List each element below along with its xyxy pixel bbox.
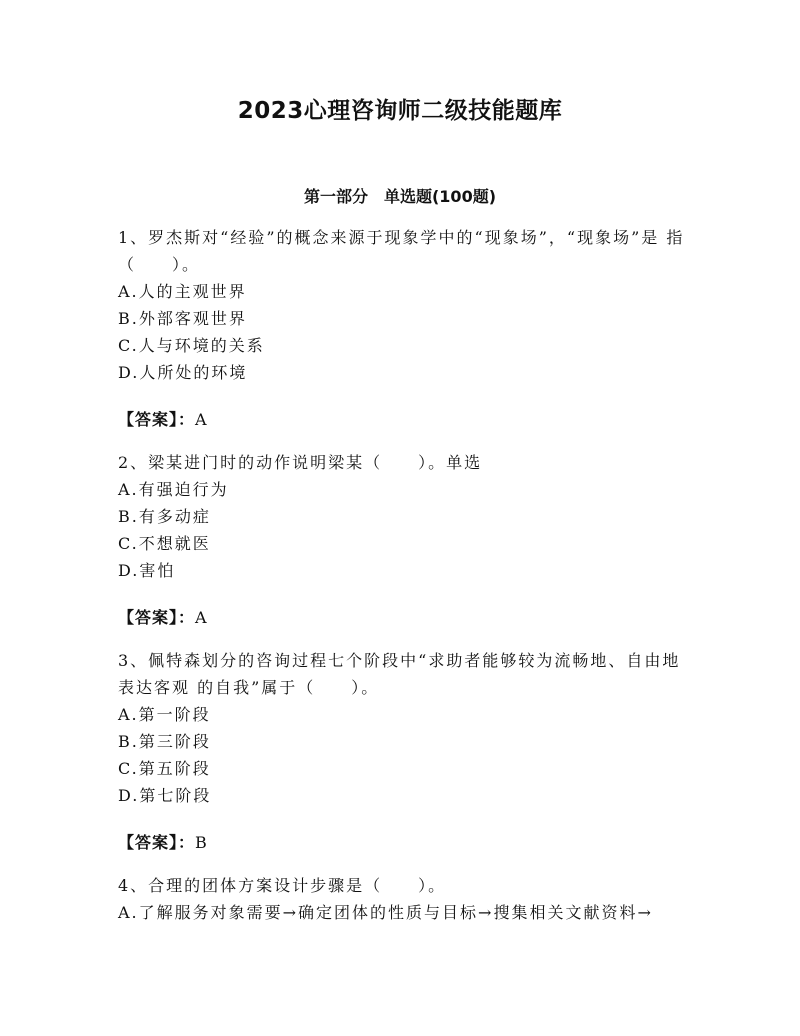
option-a: A.第一阶段 [118, 705, 211, 724]
answer-label: 【答案】： [118, 410, 196, 429]
question-list [118, 224, 688, 926]
answer-value: B [195, 833, 209, 852]
question-item [118, 224, 688, 433]
answer-label: 【答案】： [118, 833, 196, 852]
option-c: C.人与环境的关系 [118, 336, 265, 355]
option-b: B.有多动症 [118, 507, 211, 526]
option-c: C.第五阶段 [118, 759, 211, 778]
question-stem: 2、梁某进门时的动作说明梁某（ ）。单选 [118, 453, 483, 472]
option-b: B.第三阶段 [118, 732, 211, 751]
option-d: D.害怕 [118, 561, 176, 580]
option-a: A.有强迫行为 [118, 480, 229, 499]
option-c: C.不想就医 [118, 534, 211, 553]
answer-line [118, 829, 688, 856]
option-d: D.第七阶段 [118, 786, 212, 805]
page-title: 2023心理咨询师二级技能题库 [237, 98, 563, 124]
section-title: 第一部分 单选题(100题) [303, 187, 497, 206]
option-a: A.了解服务对象需要→确定团体的性质与目标→搜集相关文献资料→ [118, 903, 653, 922]
question-stem: 4、合理的团体方案设计步骤是（ ）。 [118, 876, 447, 895]
option-b: B.外部客观世界 [118, 309, 247, 328]
answer-label: 【答案】： [118, 608, 196, 627]
question-item [118, 872, 688, 926]
question-stem: 3、佩特森划分的咨询过程七个阶段中“求助者能够较为流畅地、自由地表达客观 的自我”属于（ ）。 [118, 651, 681, 697]
answer-value: A [195, 410, 209, 429]
answer-line [118, 604, 688, 631]
question-item [118, 647, 688, 856]
question-item [118, 449, 688, 631]
answer-line [118, 406, 688, 433]
answer-value: A [195, 608, 209, 627]
option-a: A.人的主观世界 [118, 282, 247, 301]
question-stem: 1、罗杰斯对“经验”的概念来源于现象学中的“现象场”，“现象场”是 指（ ）。 [118, 228, 685, 274]
option-d: D.人所处的环境 [118, 363, 248, 382]
